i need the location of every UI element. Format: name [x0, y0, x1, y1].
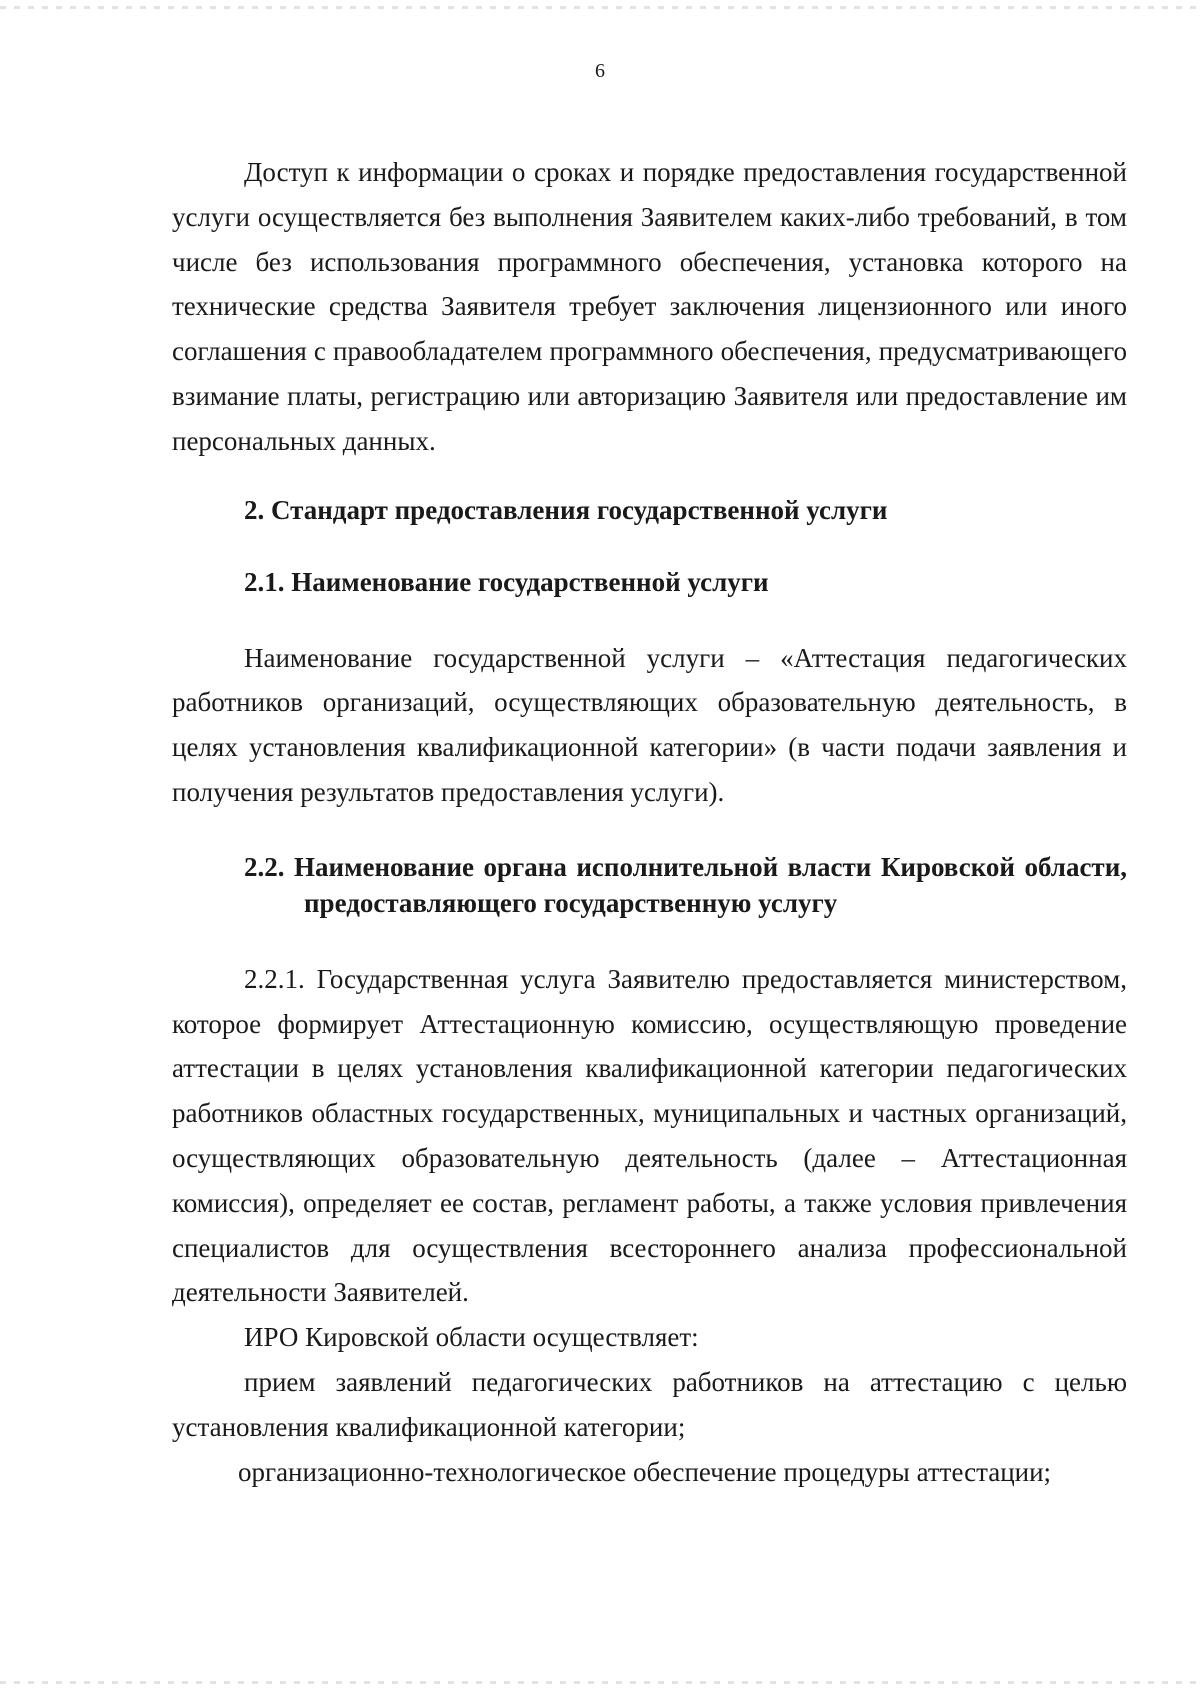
ministry-paragraph: 2.2.1. Государственная услуга Заявителю предоставляется министерством, которое формирует Аттестационную комиссию, осуществляющую проведение аттестации в целях установления квалификационной категории педагогических работников областных государственных, муниципальных и частных организаций, осуществляющих образовательную деятельность (далее – Аттестационная комиссия), определяет ее состав, регламент работы, а также условия привлечения специалистов для осуществления всестороннего анализа профессиональной деятельности Заявителей.: [172, 963, 1127, 1308]
section-heading-standard: 2. Стандарт предоставления государственной услуги: [244, 494, 888, 525]
subsection-heading-service-name: 2.1. Наименование государственной услуги: [244, 566, 769, 597]
list-item-applications: прием заявлений педагогических работников на аттестацию с целью установления квалификационной категории;: [172, 1366, 1127, 1442]
subsection-heading-authority: 2.2. Наименование органа исполнительной власти Кировской области, предоставляющего государственную услугу: [244, 851, 1127, 918]
scan-edge-top: [0, 6, 1200, 9]
scan-edge-bottom: [0, 1681, 1200, 1684]
iro-intro-paragraph: ИРО Кировской области осуществляет:: [244, 1322, 699, 1353]
access-info-paragraph: Доступ к информации о сроках и порядке предоставления государственной услуги осуществляется без выполнения Заявителем каких-либо требований, в том числе без использования программного обеспечения, установка которого на технические средства Заявителя требует заключения лицензионного или иного соглашения с правообладателем программного обеспечения, предусматривающего взимание платы, регистрацию или авторизацию Заявителя или предоставление им персональных данных.: [172, 157, 1127, 456]
document-body: [172, 150, 1127, 1494]
page-number: 6: [595, 60, 605, 82]
service-name-paragraph: Наименование государственной услуги – «Аттестация педагогических работников организаций, осуществляющих образовательную деятельность, в целях установления квалификационной категории» (в части подачи заявления и получения результатов предоставления услуги).: [172, 642, 1127, 807]
list-item-support: организационно-технологическое обеспечение процедуры аттестации;: [238, 1456, 1052, 1487]
